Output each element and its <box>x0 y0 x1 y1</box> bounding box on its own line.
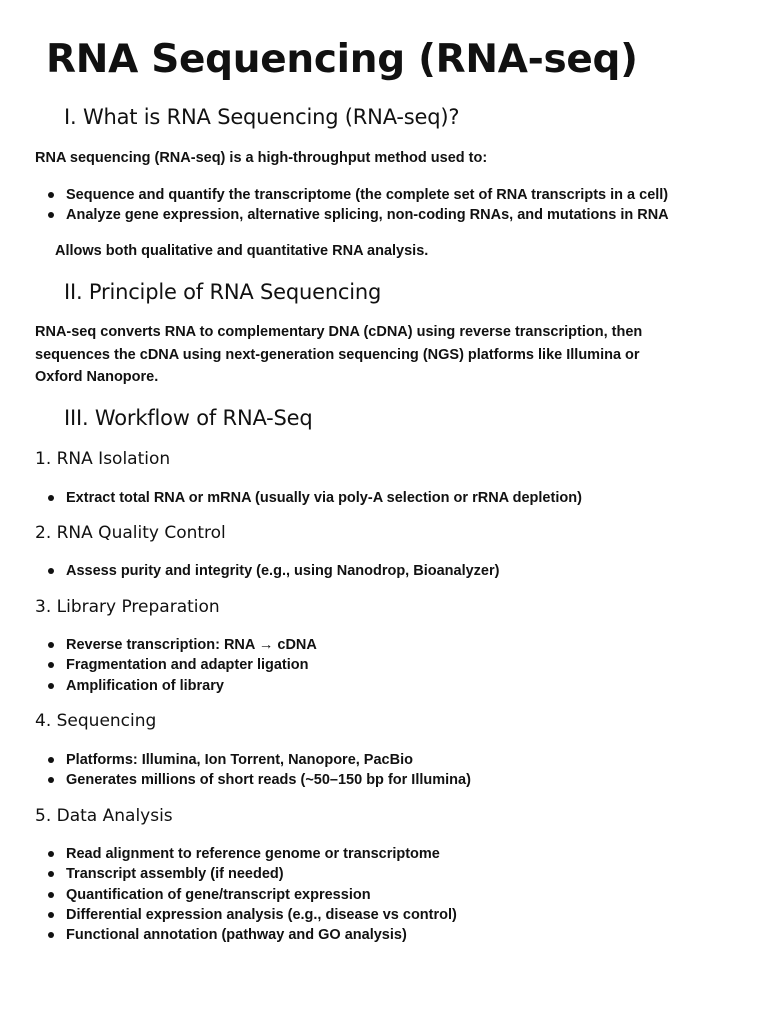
step-5-bullet-list <box>0 844 457 945</box>
section-what-bullet-list <box>0 185 669 226</box>
step-3-bullet-list <box>0 635 317 696</box>
list-item-text: Read alignment to reference genome or transcriptome <box>66 846 440 862</box>
section-heading-what: I. What is RNA Sequencing (RNA-seq)? <box>64 105 460 129</box>
step-1-bullet-list <box>0 488 582 508</box>
bullet-icon <box>48 932 54 938</box>
section-heading-workflow: III. Workflow of RNA-Seq <box>64 406 313 430</box>
list-item <box>0 844 457 864</box>
list-item-text: Transcript assembly (if needed) <box>66 866 284 883</box>
list-item <box>0 750 471 770</box>
page-title: RNA Sequencing (RNA-seq) <box>46 37 638 82</box>
list-item <box>0 864 457 884</box>
step-2-bullet-list <box>0 561 499 581</box>
bullet-icon <box>48 683 54 689</box>
bullet-icon <box>48 871 54 877</box>
bullet-icon <box>48 568 54 574</box>
list-item <box>0 655 317 675</box>
list-item-text: Generates millions of short reads (~50–150 bp for Illumina) <box>66 772 471 789</box>
bullet-icon <box>48 192 54 198</box>
list-item-text: Quantification of gene/transcript expression <box>66 886 371 903</box>
list-item <box>0 185 669 205</box>
step-title-data-analysis: 5. Data Analysis <box>35 806 173 826</box>
bullet-icon <box>48 777 54 783</box>
list-item-text: Analyze gene expression, alternative splicing, non-coding RNAs, and mutations in RNA <box>66 207 669 224</box>
list-item-text: Functional annotation (pathway and GO analysis) <box>66 927 407 944</box>
bullet-icon <box>48 892 54 898</box>
list-item-text: Amplification of library <box>66 677 224 694</box>
list-item <box>0 561 499 581</box>
bullet-icon <box>48 757 54 763</box>
list-item <box>0 635 317 655</box>
list-item <box>0 885 457 905</box>
section-heading-principle: II. Principle of RNA Sequencing <box>64 280 382 304</box>
list-item <box>0 676 317 696</box>
bullet-icon <box>48 212 54 218</box>
bullet-icon <box>48 495 54 501</box>
step-title-rna-isolation: 1. RNA Isolation <box>35 449 171 469</box>
step-title-quality-control: 2. RNA Quality Control <box>35 523 226 543</box>
paragraph-line: RNA-seq converts RNA to complementary DNA (cDNA) using reverse transcription, then <box>35 324 643 340</box>
list-item <box>0 925 457 945</box>
bullet-icon <box>48 912 54 918</box>
list-item-text: Fragmentation and adapter ligation <box>66 657 309 674</box>
list-item-text: Differential expression analysis (e.g., disease vs control) <box>66 906 457 923</box>
list-item <box>0 770 471 790</box>
list-item <box>0 205 669 225</box>
step-4-bullet-list <box>0 750 471 791</box>
paragraph-line: sequences the cDNA using next-generation sequencing (NGS) platforms like Illumina or <box>35 346 640 363</box>
list-item <box>0 488 582 508</box>
list-item-text: Sequence and quantify the transcriptome (the complete set of RNA transcripts in a cell) <box>66 187 669 203</box>
list-item <box>0 905 457 925</box>
bullet-icon <box>48 851 54 857</box>
step-title-library-preparation: 3. Library Preparation <box>35 597 220 617</box>
step-title-sequencing: 4. Sequencing <box>35 711 157 731</box>
paragraph-line: Oxford Nanopore. <box>35 369 159 385</box>
list-item-text: Extract total RNA or mRNA (usually via poly-A selection or rRNA depletion) <box>66 490 582 506</box>
bullet-icon <box>48 642 54 648</box>
list-item-text: Reverse transcription: RNA → cDNA <box>66 637 317 653</box>
section-what-intro: RNA sequencing (RNA-seq) is a high-throughput method used to: <box>35 150 488 166</box>
list-item-text: Assess purity and integrity (e.g., using Nanodrop, Bioanalyzer) <box>66 563 500 579</box>
section-what-note: Allows both qualitative and quantitative RNA analysis. <box>55 243 429 259</box>
bullet-icon <box>48 662 54 668</box>
section-principle-paragraph <box>35 321 642 389</box>
list-item-text: Platforms: Illumina, Ion Torrent, Nanopore, PacBio <box>66 752 413 768</box>
